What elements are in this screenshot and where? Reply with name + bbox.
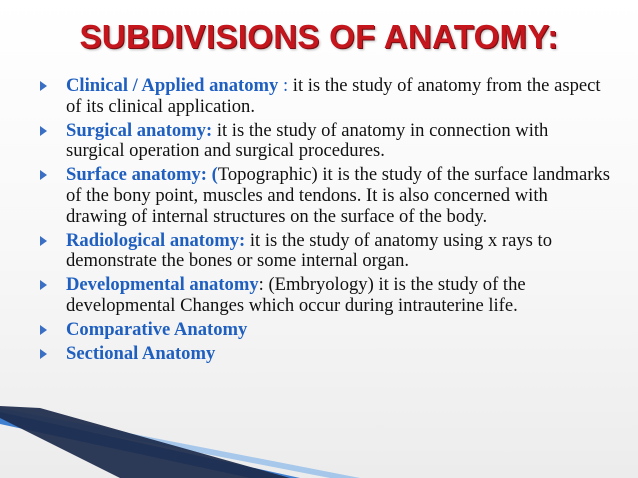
bullet-arrow-icon	[40, 325, 47, 335]
bullet-arrow-icon	[40, 126, 47, 136]
term-label: Surgical anatomy:	[66, 119, 213, 141]
definition-text: it is the study of anatomy using x rays to demonstrate the bones or some internal organ.	[66, 229, 553, 272]
term-separator: :	[278, 75, 293, 96]
bullet-item-surface	[40, 165, 610, 227]
term-label: Surface anatomy:	[66, 164, 207, 186]
term-paren: (	[206, 164, 218, 186]
bullet-arrow-icon	[40, 280, 47, 290]
stripe-light	[0, 408, 360, 478]
bullet-item-comparative	[40, 320, 610, 341]
term-label: Comparative Anatomy	[66, 318, 248, 340]
definition-text: it is the study of anatomy in connection with surgical operation and surgical procedures.	[66, 119, 549, 162]
definition-text: Topographic) it is the study of the surface landmarks of the bony point, muscles and tendons. It is also concerned with drawing of internal structures on the surface of the body.	[66, 164, 610, 227]
stripe-dark	[0, 406, 290, 478]
stripe-blue	[0, 412, 300, 478]
term-label: Radiological anatomy:	[66, 229, 246, 251]
bullet-arrow-icon	[40, 349, 47, 359]
term-label: Developmental anatomy	[66, 274, 259, 296]
term-label: Sectional Anatomy	[66, 342, 216, 364]
bullet-item-surgical	[40, 121, 610, 163]
bullet-list	[40, 76, 610, 367]
definition-text: it is the study of anatomy from the aspect of its clinical application.	[66, 75, 601, 117]
bullet-item-radiological	[40, 231, 610, 273]
slide-title: SUBDIVISIONS OF ANATOMY:	[79, 18, 559, 55]
term-label: Clinical / Applied anatomy	[66, 75, 279, 96]
bullet-item-clinical	[40, 76, 610, 118]
bullet-item-developmental	[40, 275, 610, 317]
bullet-arrow-icon	[40, 81, 47, 91]
definition-text: : (Embryology) it is the study of the developmental Changes which occur during intrauterine life.	[66, 274, 526, 316]
bullet-arrow-icon	[40, 170, 47, 180]
bullet-item-sectional	[40, 344, 610, 365]
bullet-arrow-icon	[40, 236, 47, 246]
